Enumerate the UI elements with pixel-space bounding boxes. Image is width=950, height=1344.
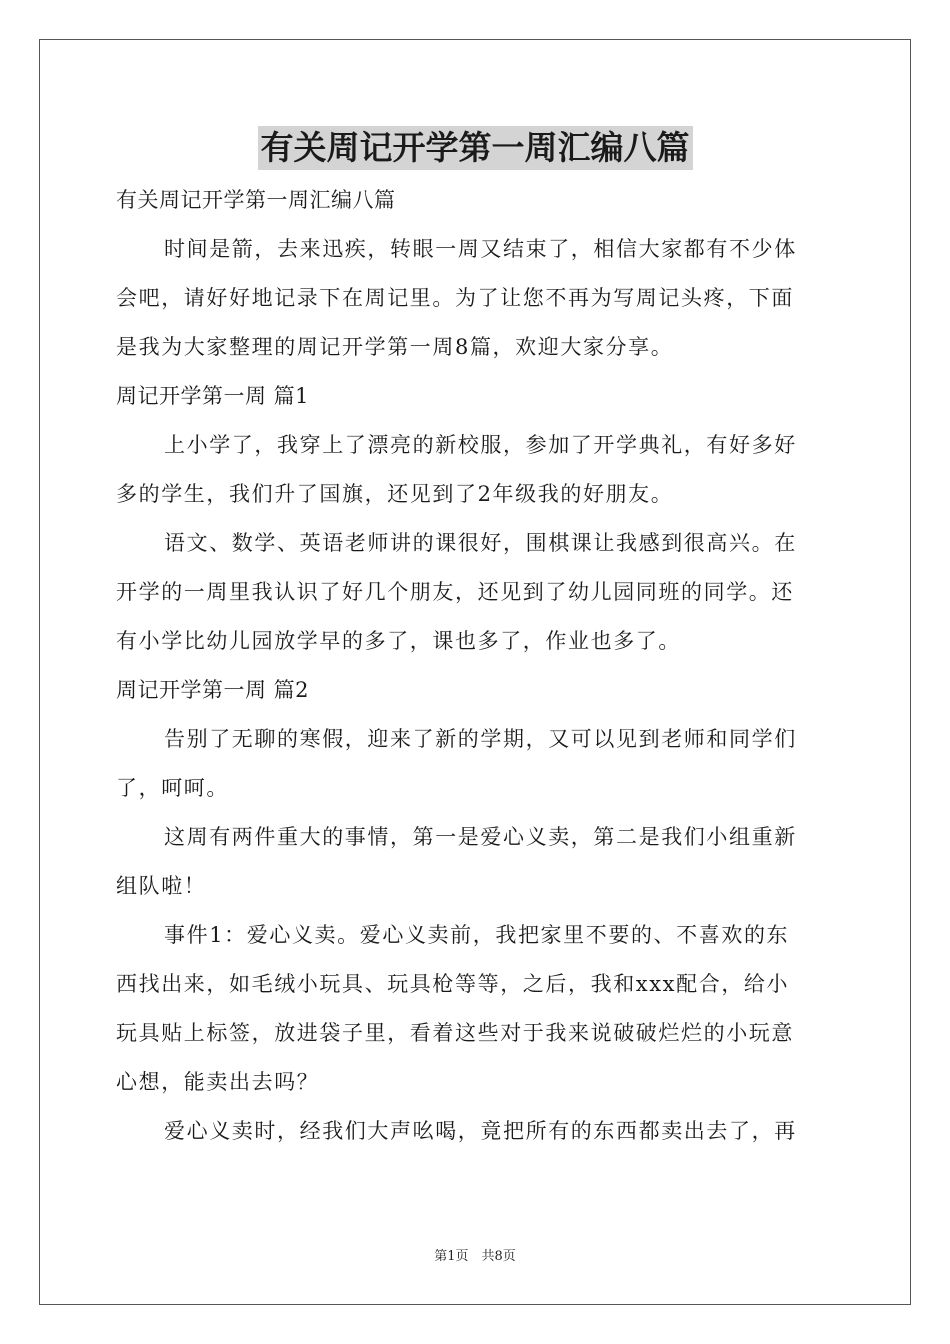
paragraph-line: 开学的一周里我认识了好几个朋友，还见到了幼儿园同班的同学。还 — [116, 580, 794, 604]
paragraph-line: 语文、数学、英语老师讲的课很好，围棋课让我感到很高兴。在 — [164, 531, 797, 555]
paragraph-line: 告别了无聊的寒假，迎来了新的学期，又可以见到老师和同学们 — [164, 727, 797, 751]
paragraph-line: 事件1：爱心义卖。爱心义卖前，我把家里不要的、不喜欢的东 — [164, 923, 790, 947]
section-heading: 周记开学第一周 篇2 — [116, 678, 310, 702]
paragraph-line: 上小学了，我穿上了漂亮的新校服，参加了开学典礼，有好多好 — [164, 433, 797, 457]
document-title: 有关周记开学第一周汇编八篇 — [258, 126, 693, 170]
paragraph-line: 了，呵呵。 — [116, 776, 229, 800]
paragraph-line: 爱心义卖时，经我们大声吆喝，竟把所有的东西都卖出去了，再 — [164, 1119, 797, 1143]
paragraph-line: 这周有两件重大的事情，第一是爱心义卖，第二是我们小组重新 — [164, 825, 797, 849]
section-heading: 有关周记开学第一周汇编八篇 — [116, 188, 396, 212]
paragraph-line: 西找出来，如毛绒小玩具、玩具枪等等，之后，我和xxx配合，给小 — [116, 972, 790, 996]
paragraph-line: 时间是箭，去来迅疾，转眼一周又结束了，相信大家都有不少体 — [164, 237, 797, 261]
paragraph-line: 有小学比幼儿园放学早的多了，课也多了，作业也多了。 — [116, 629, 681, 653]
document-body — [116, 176, 834, 1156]
paragraph-line: 是我为大家整理的周记开学第一周8篇，欢迎大家分享。 — [116, 335, 674, 359]
paragraph-line: 玩具贴上标签，放进袋子里，看着这些对于我来说破破烂烂的小玩意 — [116, 1021, 794, 1045]
paragraph-line: 心想，能卖出去吗？ — [116, 1070, 320, 1094]
paragraph-line: 多的学生，我们升了国旗，还见到了2年级我的好朋友。 — [116, 482, 674, 506]
title-container — [0, 126, 950, 170]
paragraph-line: 组队啦！ — [116, 874, 207, 898]
page-footer: 第1页 共8页 — [434, 1249, 516, 1264]
paragraph-line: 会吧，请好好地记录下在周记里。为了让您不再为写周记头疼，下面 — [116, 286, 794, 310]
section-heading: 周记开学第一周 篇1 — [116, 384, 310, 408]
